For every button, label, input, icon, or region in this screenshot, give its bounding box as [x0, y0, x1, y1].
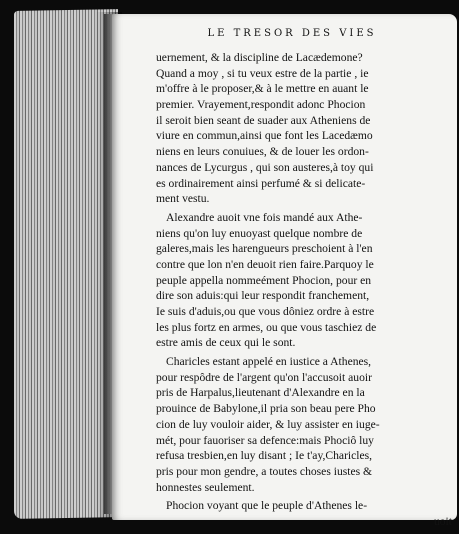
text-line: il seroit bien seant de suader aux Atheniens de — [156, 113, 371, 127]
text-line: ment vestu. — [156, 192, 210, 206]
text-line: prouince de Babylone,il pria son beau pere Pho — [156, 402, 376, 416]
text-line: estre amis de ceux qui le sont. — [156, 336, 296, 350]
text-line: Phocion voyant que le peuple d'Athenes le- — [166, 499, 368, 513]
text-line: honnestes seulement. — [156, 480, 255, 494]
text-line: nances de Lycurgus , qui son austeres,à toy qui — [156, 160, 374, 174]
page-body — [156, 50, 452, 530]
text-line: niens qu'on luy enuoyast quelque nombre de — [156, 226, 363, 240]
text-line: dire son aduis:qui leur respondit franchement, — [156, 289, 370, 303]
text-line: galeres,mais les harengueurs preschoient à l'en — [156, 242, 373, 256]
text-line: Charicles estant appelé en iustice a Athenes, — [166, 355, 372, 369]
text-line: peuple appella nommeément Phocion, pour en — [156, 273, 372, 287]
text-line: viure en commun,ainsi que font les Lacedæmo — [156, 129, 373, 143]
text-line: contre que lon n'en deuoit rien faire.Parquoy le — [156, 257, 374, 271]
catchword: uoit — [433, 514, 452, 528]
text-line: Quand a moy , si tu veux estre de la partie , ie — [156, 66, 369, 80]
text-line: refusa tresbien,en luy disant ; Ie t'ay,Charicles, — [156, 449, 373, 463]
text-line: premier. Vrayement,respondit adonc Phocion — [156, 98, 366, 112]
text-line: les plus fortz en armes, ou que vous taschiez de — [156, 320, 377, 334]
text-line: Ie suis d'aduis,ou que vous dôniez ordre à estre — [156, 305, 375, 318]
text-line: pris de Harpalus,lieutenant d'Alexandre en la — [156, 386, 365, 400]
text-line: mét, pour fauoriser sa defence:mais Phociô luy — [156, 433, 374, 447]
text-line: pour respôdre de l'argent qu'on l'accusoit auoir — [156, 370, 372, 384]
running-head: LE TRESOR DES VIES — [207, 28, 377, 39]
text-line: pris pour mon gendre, a toutes choses iustes & — [156, 464, 373, 478]
text-line: uernement, & la discipline de Lacædemone? — [156, 51, 363, 64]
text-line: m'offre à le proposer,& à le mettre en auant le — [156, 82, 369, 96]
text-line: Alexandre auoit vne fois mandé aux Athe- — [166, 210, 363, 224]
text-line: cion de luy vouloir aider, & luy assister en iuge- — [156, 417, 380, 431]
text-line: es ordinairement ainsi perfumé & si delicate- — [156, 176, 366, 190]
book-page — [112, 14, 457, 528]
text-line: niens en leurs conuiues, & de louer les ordon- — [156, 145, 369, 159]
